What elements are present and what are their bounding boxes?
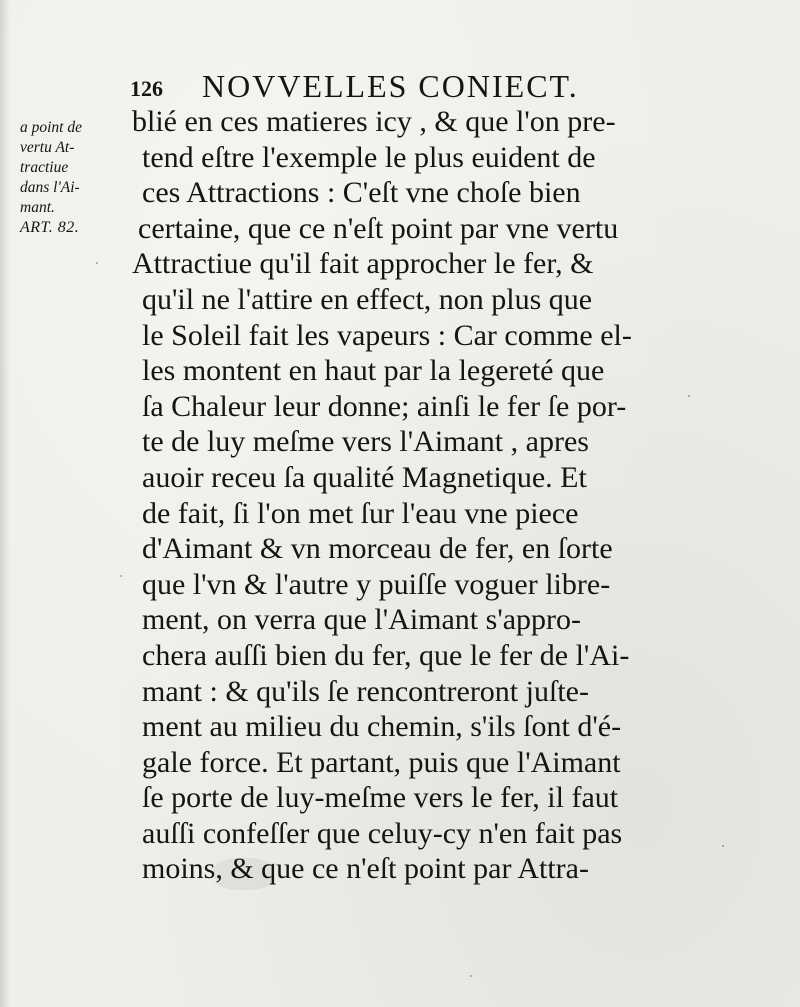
paper-speck	[722, 845, 724, 847]
text-line: que l'vn & l'autre y puiſſe voguer libre-	[142, 567, 611, 601]
paper-speck	[120, 575, 122, 577]
text-line: ſe porte de luy-meſme vers le fer, il faut	[142, 781, 619, 815]
text-line: tend eſtre l'exemple le plus euident de	[142, 140, 596, 174]
text-line: ment au milieu du chemin, s'ils ſont d'é-	[142, 710, 622, 744]
text-line: gale force. Et partant, puis que l'Aimant	[142, 745, 621, 779]
paper-speck	[96, 262, 98, 264]
article-reference: ART. 82.	[20, 219, 80, 236]
text-line: auoir receu ſa qualité Magnetique. Et	[142, 460, 587, 494]
text-line: auſſi confeſſer que celuy-cy n'en fait pas	[142, 816, 623, 850]
running-head: NOVVELLES CONIECT.	[202, 68, 579, 104]
marginal-note-line: vertu At-	[20, 139, 75, 156]
marginal-note-line: dans l'Ai-	[20, 179, 80, 196]
text-line: ces Attractions : C'eſt vne choſe bien	[142, 176, 581, 210]
marginal-note	[20, 118, 130, 238]
marginal-note-line: tractiue	[20, 159, 69, 176]
text-line: blié en ces matieres icy , & que l'on pre-	[132, 105, 616, 138]
text-line: moins, & que ce n'eſt point par Attra-	[142, 852, 589, 886]
text-line: te de luy meſme vers l'Aimant , apres	[142, 425, 589, 459]
text-line: certaine, que ce n'eſt point par vne vertu	[138, 211, 619, 245]
paper-speck	[688, 395, 690, 397]
text-line: le Soleil fait les vapeurs : Car comme el-	[142, 318, 632, 352]
body-text	[132, 104, 677, 887]
page-header	[130, 66, 610, 106]
text-line: ſa Chaleur leur donne; ainſi le fer ſe por-	[142, 389, 627, 423]
paper-smudge	[214, 858, 274, 890]
marginal-note-line: a point de	[20, 119, 82, 136]
text-line: mant : & qu'ils ſe rencontreront juſte-	[142, 674, 589, 708]
text-line: Attractiue qu'il fait approcher le fer, &	[132, 247, 594, 281]
marginal-note-line: mant.	[20, 199, 55, 216]
page-number: 126	[130, 76, 163, 101]
text-line: chera auſſi bien du fer, que le fer de l'Ai-	[142, 638, 630, 672]
text-line: d'Aimant & vn morceau de fer, en ſorte	[142, 532, 613, 566]
text-line: de fait, ſi l'on met ſur l'eau vne piece	[142, 496, 579, 530]
text-line: les montent en haut par la legereté que	[142, 354, 605, 388]
paper-speck	[470, 975, 472, 977]
text-line: qu'il ne l'attire en effect, non plus que	[142, 282, 593, 316]
text-line: ment, on verra que l'Aimant s'appro-	[142, 603, 582, 637]
